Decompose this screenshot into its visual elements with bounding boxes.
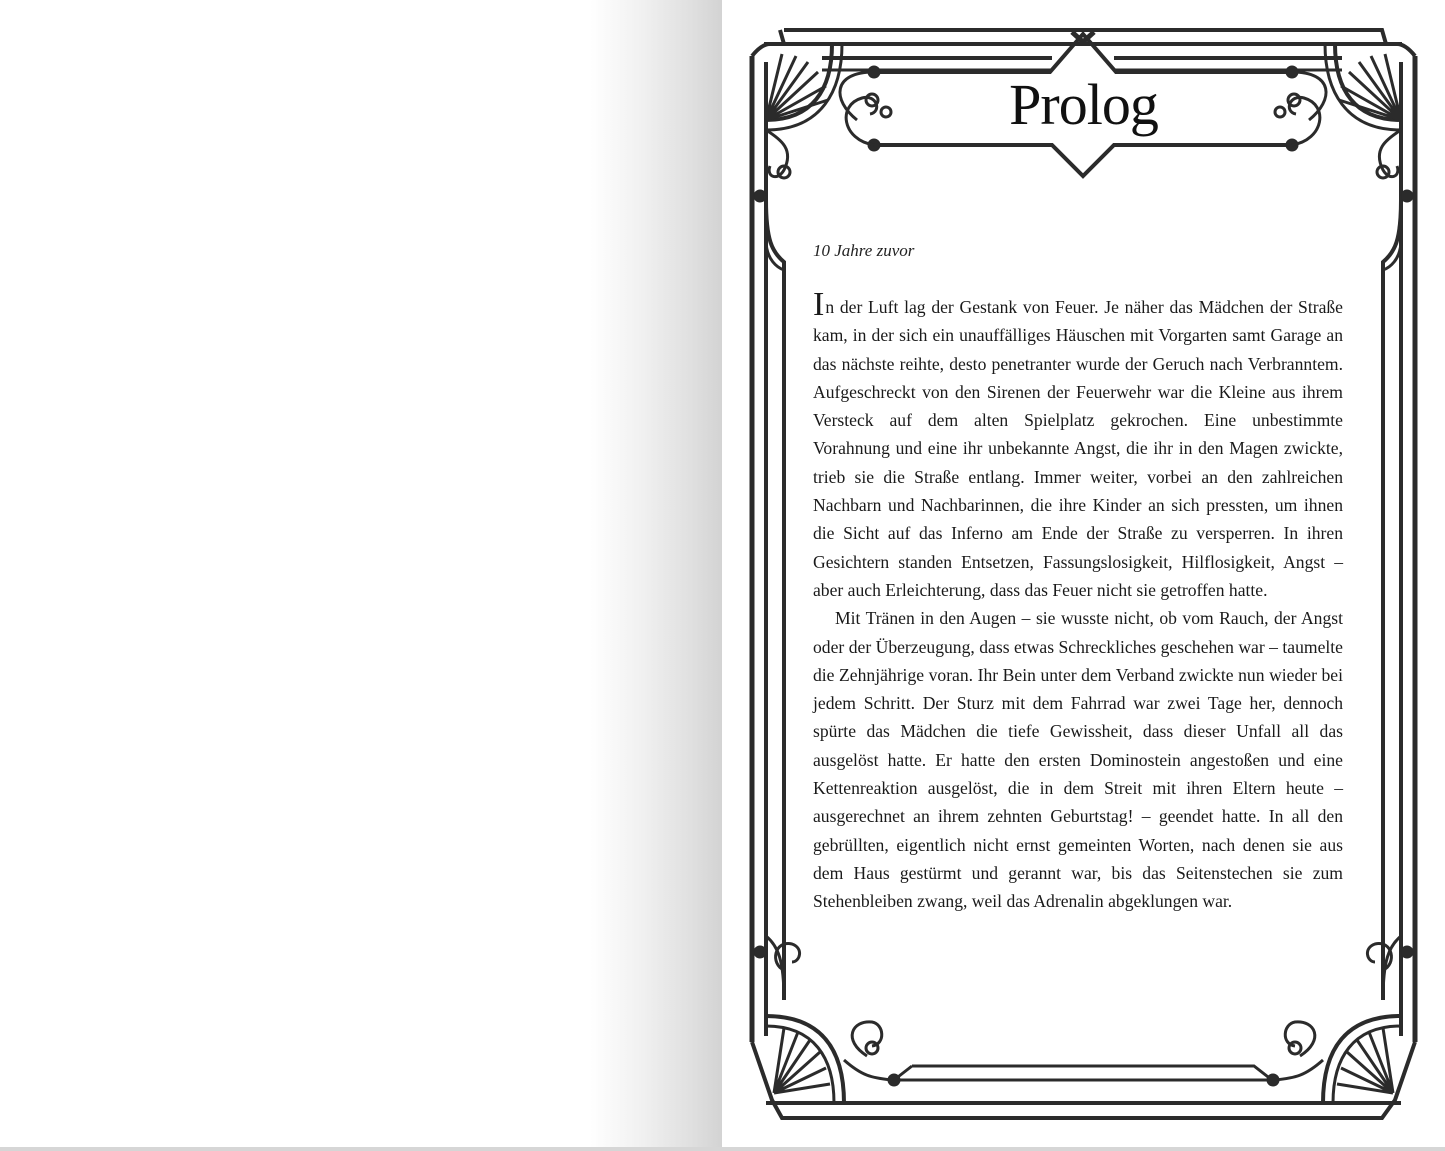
- left-page-blank: [0, 0, 722, 1147]
- drop-cap: I: [813, 286, 825, 323]
- paragraph-1: [813, 286, 1343, 604]
- paragraph-2: Mit Tränen in den Augen – sie wusste nicht, ob vom Rauch, der Angst oder der Überzeugung, dass etwas Schreckliches geschehen war – taumelte die Zehnjährige voran. Ihr Bein unter dem Verband zwickte nun wieder bei jedem Schritt. Der Sturz mit dem Fahrrad war zwei Tage her, dennoch spürte das Mädchen die tiefe Gewissheit, dass dieser Unfall all das ausgelöst hatte. Er hatte den ersten Dominostein angestoßen und eine Kettenreaktion ausgelöst, die in dem Streit mit ihren Eltern heute – ausgerechnet an ihrem zehnten Geburtstag! – geendet hatte. In all den gebrüllten, eigentlich nicht ernst gemeinten Worten, nach denen sie aus dem Haus gestürmt und gerannt war, bis das Seitenstechen sie zum Stehenbleiben zwang, weil das Adrenalin abgeklungen war.: [813, 608, 1343, 912]
- page-bottom-edge: [0, 1147, 1445, 1151]
- chapter-subtitle: 10 Jahre zuvor: [813, 241, 915, 260]
- chapter-body: [813, 286, 1343, 916]
- chapter-title: Prolog: [1009, 72, 1158, 137]
- bottom-left-fan-ornament: [752, 936, 1415, 1118]
- bottom-right-fan-ornament: [1267, 936, 1413, 1103]
- paragraph-1-text: n der Luft lag der Gestank von Feuer. Je näher das Mädchen der Straße kam, in der sich ein unauffälliges Häuschen mit Vorgarten samt Garage an das nächste reihte, desto penetranter wurde der Geruch nach Verbranntem. Aufgeschreckt von den Sirenen der Feuerwehr war die Kleine aus ihrem Versteck auf dem alten Spielplatz gekrochen. Eine unbestimmte Vorahnung und eine ihr unbekannte Angst, die ihr in den Magen zwickte, trieb sie die Straße entlang. Immer weiter, vorbei an den zahlreichen Nachbarn und Nachbarinnen, die ihre Kinder an sich pressten, um ihnen die Sicht auf das Inferno am Ende der Straße zu versperren. In ihren Gesichtern standen Entsetzen, Fassungslosigkeit, Hilflosigkeit, Angst – aber auch Erleichterung, dass das Feuer nicht sie getroffen hatte.: [813, 297, 1343, 600]
